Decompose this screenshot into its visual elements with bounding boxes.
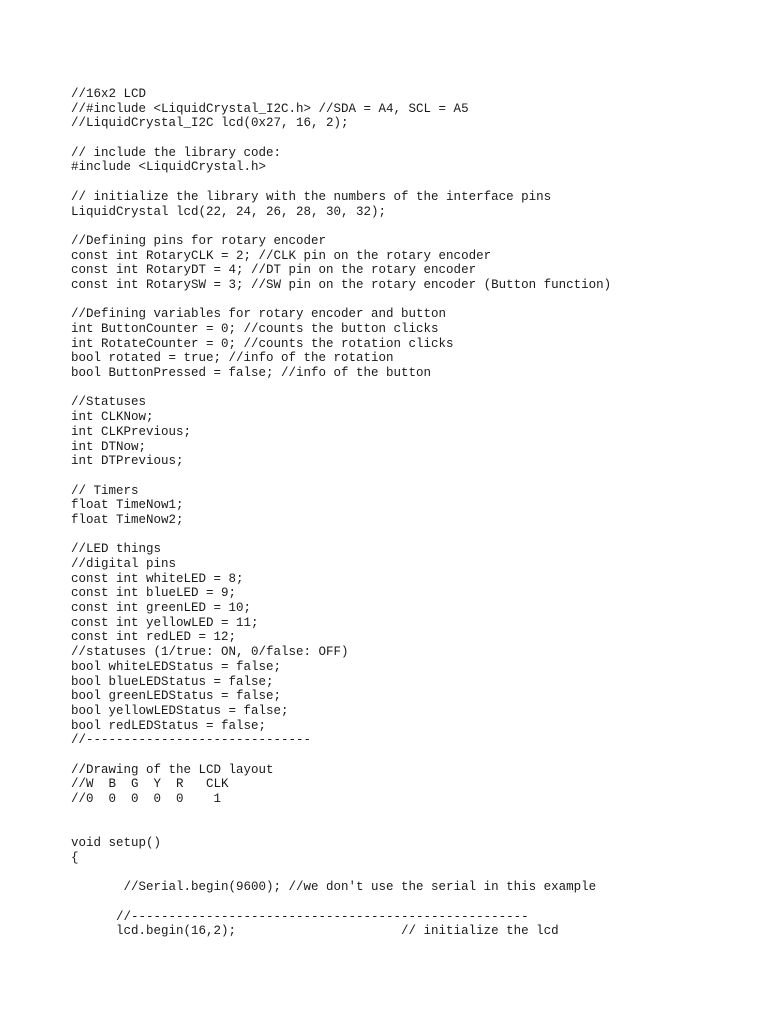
- code-line: //0 0 0 0 0 1: [71, 792, 222, 806]
- code-line: //LED things: [71, 542, 162, 557]
- code-line: const int RotaryCLK = 2; //CLK pin on the rotary encoder: [71, 248, 492, 263]
- code-line: const int whiteLED = 8;: [71, 571, 244, 586]
- code-line: //#include <LiquidCrystal_I2C.h> //SDA = A4, SCL = A5: [71, 101, 469, 116]
- code-line: bool redLEDStatus = false;: [71, 718, 267, 733]
- code-line: //-----------------------------------------------------: [71, 909, 529, 924]
- code-line: //digital pins: [71, 557, 177, 571]
- code-line: lcd.begin(16,2); // initialize the lcd: [71, 924, 559, 939]
- code-line: //Serial.begin(9600); //we don't use the serial in this example: [71, 880, 597, 895]
- code-line: const int RotarySW = 3; //SW pin on the rotary encoder (Button function): [71, 277, 612, 292]
- code-line: //Statuses: [71, 395, 147, 410]
- code-line: // initialize the library with the numbers of the interface pins: [71, 189, 552, 204]
- code-line: [71, 895, 611, 910]
- code-line: const int greenLED = 10;: [71, 601, 252, 616]
- code-line: //------------------------------: [71, 733, 312, 748]
- code-line: //LiquidCrystal_I2C lcd(0x27, 16, 2);: [71, 116, 349, 131]
- code-line: float TimeNow1;: [71, 498, 184, 513]
- code-line: //W B G Y R CLK: [71, 777, 229, 792]
- code-listing: [71, 87, 611, 939]
- code-line: const int RotaryDT = 4; //DT pin on the rotary encoder: [71, 263, 477, 278]
- code-line: [71, 748, 611, 763]
- code-line: //Drawing of the LCD layout: [71, 762, 274, 777]
- code-line: const int redLED = 12;: [71, 630, 237, 645]
- code-line: [71, 469, 611, 484]
- code-line: [71, 821, 611, 836]
- code-line: {: [71, 850, 79, 865]
- code-line: [71, 175, 611, 190]
- code-line: void setup(): [71, 836, 162, 851]
- code-line: bool rotated = true; //info of the rotation: [71, 351, 394, 366]
- code-line: int ButtonCounter = 0; //counts the button clicks: [71, 322, 439, 336]
- code-line: int DTPrevious;: [71, 454, 184, 469]
- code-line: //16x2 LCD: [71, 87, 147, 101]
- code-line: bool whiteLEDStatus = false;: [71, 659, 282, 674]
- code-line: [71, 293, 611, 308]
- code-line: bool ButtonPressed = false; //info of the button: [71, 366, 432, 381]
- code-line: const int yellowLED = 11;: [71, 615, 259, 630]
- code-line: int CLKPrevious;: [71, 424, 192, 439]
- code-line: bool blueLEDStatus = false;: [71, 674, 274, 689]
- code-line: [71, 865, 611, 880]
- code-line: #include <LiquidCrystal.h>: [71, 160, 267, 175]
- code-line: int DTNow;: [71, 439, 147, 454]
- code-line: LiquidCrystal lcd(22, 24, 26, 28, 30, 32);: [71, 204, 387, 219]
- code-line: bool greenLEDStatus = false;: [71, 689, 282, 704]
- code-line: [71, 381, 611, 396]
- code-line: int RotateCounter = 0; //counts the rotation clicks: [71, 336, 454, 351]
- code-line: //statuses (1/true: ON, 0/false: OFF): [71, 645, 349, 660]
- code-line: // include the library code:: [71, 145, 282, 160]
- code-line: [71, 807, 611, 822]
- code-line: //Defining pins for rotary encoder: [71, 233, 327, 248]
- code-line: // Timers: [71, 483, 139, 498]
- code-line: [71, 528, 611, 543]
- code-line: //Defining variables for rotary encoder and button: [71, 307, 447, 322]
- code-line: bool yellowLEDStatus = false;: [71, 703, 289, 718]
- code-line: int CLKNow;: [71, 410, 154, 425]
- code-line: [71, 219, 611, 234]
- code-line: const int blueLED = 9;: [71, 586, 237, 601]
- code-line: float TimeNow2;: [71, 512, 184, 527]
- code-line: [71, 131, 611, 146]
